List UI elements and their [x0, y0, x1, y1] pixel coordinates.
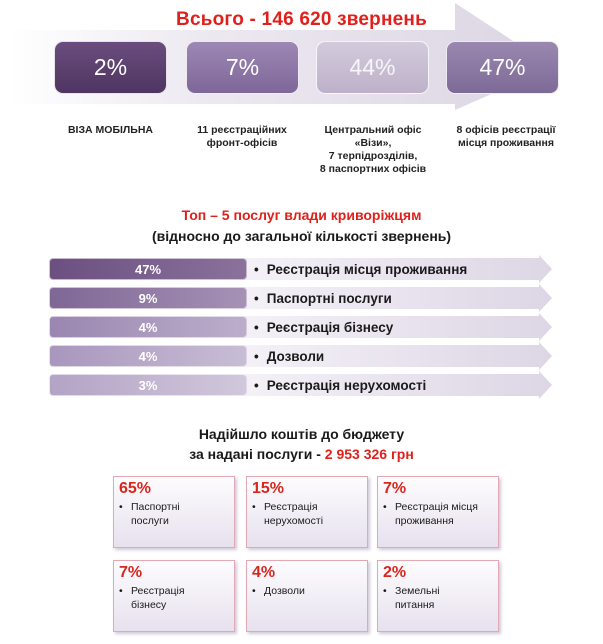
segment-front-offices: 7%	[186, 41, 299, 94]
top5-title: Топ – 5 послуг влади криворіжцям	[181, 207, 422, 223]
segment-caption-front-offices: 11 реєстраційних фронт-офісів	[197, 124, 287, 149]
top5-row-label: • Дозволи	[254, 349, 325, 364]
top5-row-value: 9%	[49, 287, 247, 309]
segment-viza-mobile: 2%	[54, 41, 167, 94]
budget-subtitle: за надані послуги - 2 953 326 грн	[189, 446, 414, 462]
budget-title: Надійшло коштів до бюджету	[198, 426, 405, 442]
top5-row-value: 47%	[49, 258, 247, 280]
budget-card: 7% • Реєстрація бізнесу	[113, 560, 235, 632]
budget-card: 2% • Земельні питання	[377, 560, 499, 632]
top5-row-value: 4%	[49, 316, 247, 338]
segment-residence-offices: 47%	[446, 41, 559, 94]
top5-row-label: • Реєстрація місця проживання	[254, 262, 468, 277]
top5-row-label: • Паспортні послуги	[254, 291, 392, 306]
top5-row-label: • Реєстрація бізнесу	[254, 320, 394, 335]
top5-row-value: 3%	[49, 374, 247, 396]
top5-subtitle: (відносно до загальної кількості звернень)	[151, 228, 452, 244]
segment-caption-viza-mobile: ВІЗА МОБІЛЬНА	[67, 124, 154, 136]
segment-caption-residence-offices: 8 офісів реєстрації місця проживання	[456, 124, 556, 149]
budget-card: 15% • Реєстрація нерухомості	[246, 476, 368, 548]
top5-row-label: • Реєстрація нерухомості	[254, 378, 427, 393]
budget-card: 7% • Реєстрація місця проживання	[377, 476, 499, 548]
budget-card: 4% • Дозволи	[246, 560, 368, 632]
top5-row-value: 4%	[49, 345, 247, 367]
total-requests-title: Всього - 146 620 звернень	[176, 9, 427, 30]
segment-caption-central-office: Центральний офіс «Візи», 7 терпідрозділів, 8 паспортних офісів	[319, 124, 427, 175]
budget-amount: 2 953 326 грн	[324, 446, 414, 462]
budget-card: 65% • Паспортні послуги	[113, 476, 235, 548]
segment-central-office: 44%	[316, 41, 429, 94]
